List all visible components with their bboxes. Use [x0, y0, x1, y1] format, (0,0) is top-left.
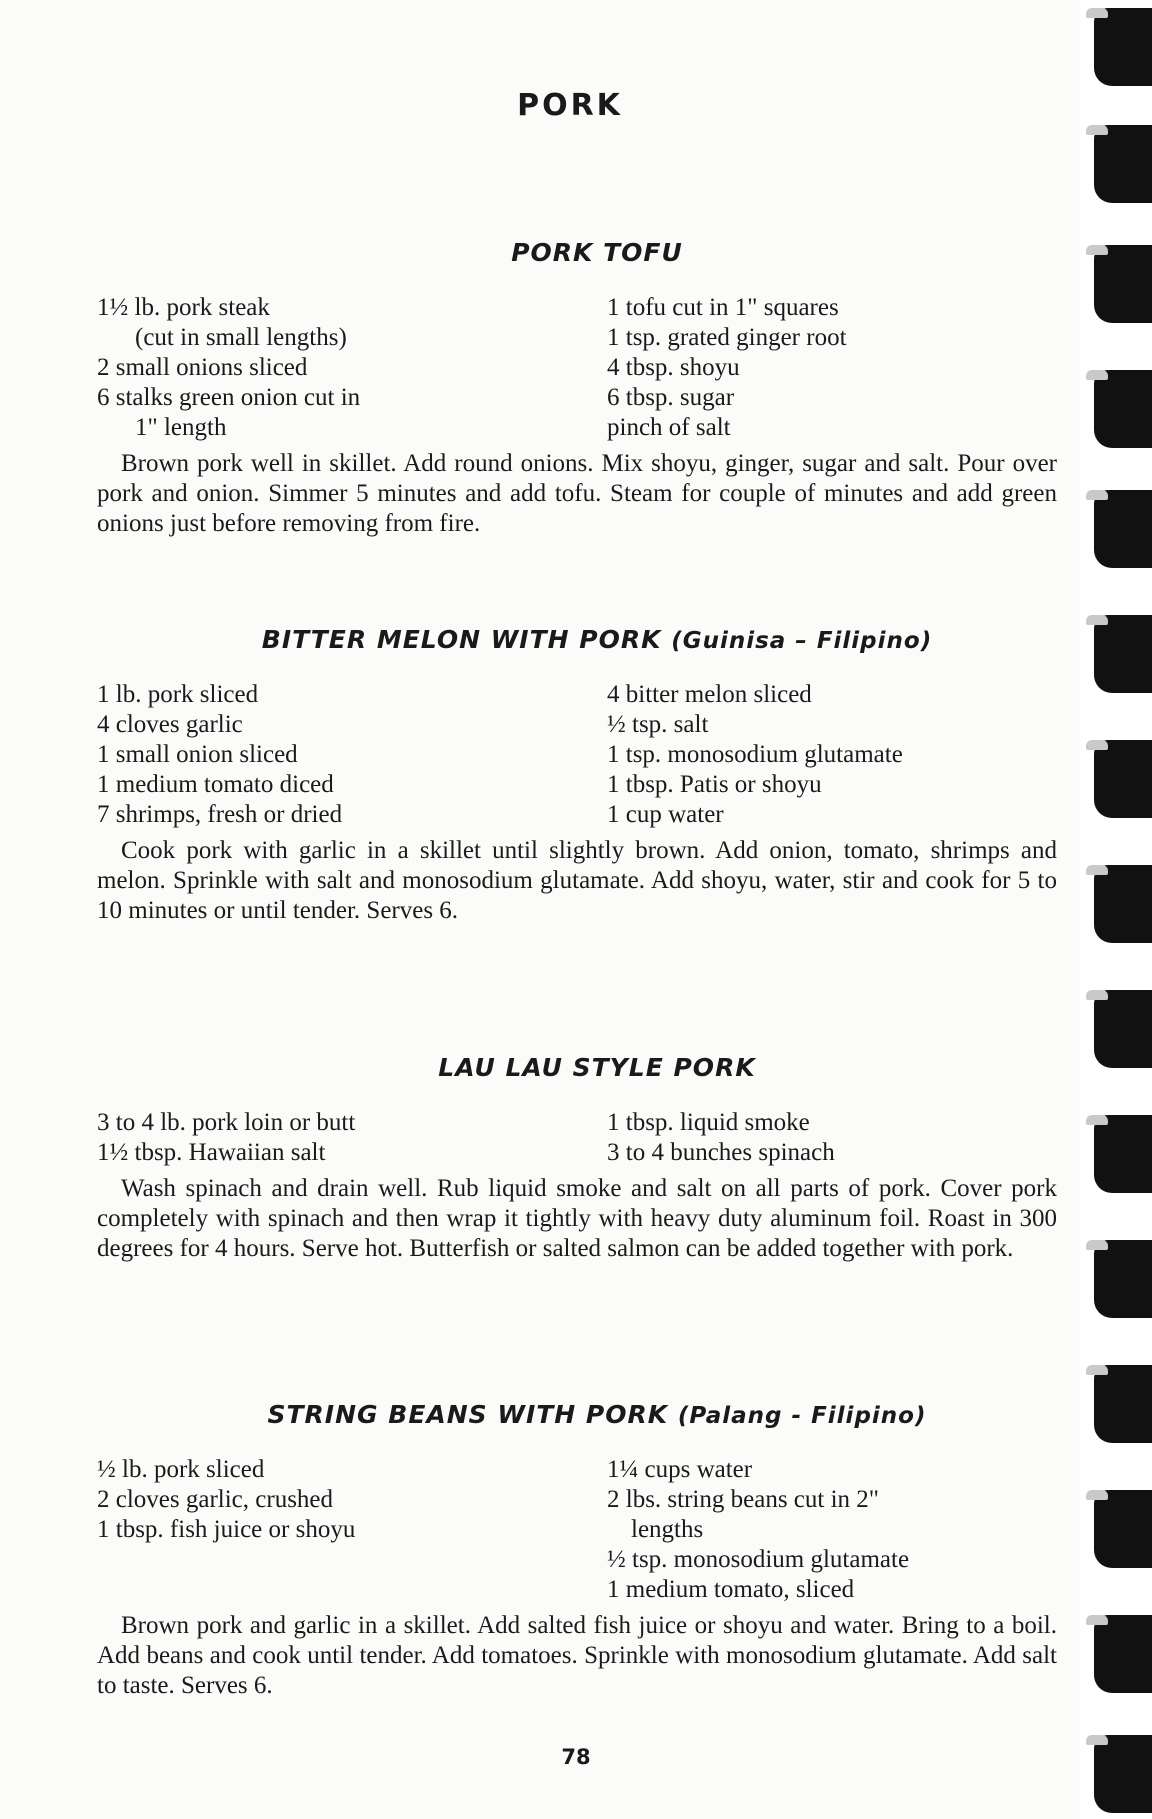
- recipe-title: [97, 238, 1057, 267]
- ingredient: 1 tbsp. liquid smoke: [607, 1109, 810, 1136]
- ingredients-right-column: [607, 293, 1057, 443]
- binding-ring: [1094, 370, 1152, 448]
- ingredient: 2 small onions sliced: [97, 354, 308, 381]
- ingredients: [97, 1108, 1057, 1168]
- binding-ring: [1094, 1115, 1152, 1193]
- ingredient: ½ tsp. salt: [607, 711, 709, 738]
- ingredient: ½ tsp. monosodium glutamate: [607, 1546, 910, 1573]
- ingredient: 3 to 4 lb. pork loin or butt: [97, 1109, 356, 1136]
- spiral-binding: [1080, 0, 1152, 1819]
- recipe-subtitle: (Guinisa – Filipino): [671, 628, 933, 654]
- directions: Brown pork and garlic in a skillet. Add salted fish juice or shoyu and water. Bring to a boil. Add beans and cook until tender. Add tomatoes. Sprinkle with monosodium glutamate. Add salt to taste. Serves 6.: [97, 1612, 1057, 1699]
- binding-ring: [1094, 1490, 1152, 1568]
- recipe-lau-lau-style-pork: [97, 1053, 1057, 1264]
- binding-ring: [1094, 990, 1152, 1068]
- binding-ring: [1094, 1240, 1152, 1318]
- directions: Brown pork well in skillet. Add round onions. Mix shoyu, ginger, sugar and salt. Pour over pork and onion. Simmer 5 minutes and add tofu. Steam for couple of minutes and add green onions just before removing from fire.: [97, 450, 1057, 537]
- recipe-pork-tofu: [97, 238, 1057, 539]
- binding-ring: [1094, 8, 1152, 86]
- ingredient: pinch of salt: [607, 414, 731, 441]
- ingredients-left-column: [97, 680, 602, 830]
- ingredients-right-column: [607, 680, 1057, 830]
- directions: Wash spinach and drain well. Rub liquid smoke and salt on all parts of pork. Cover pork completely with spinach and then wrap it tightly with heavy duty aluminum foil. Roast in 300 degrees for 4 hours. Serve hot. Butterfish or salted salmon can be added together with pork.: [97, 1175, 1057, 1262]
- binding-ring: [1094, 865, 1152, 943]
- recipe-string-beans-with-pork: [97, 1400, 1057, 1701]
- ingredient: 1 tbsp. fish juice or shoyu: [97, 1516, 356, 1543]
- ingredient: 1 medium tomato diced: [97, 771, 334, 798]
- ingredients-right-column: [607, 1108, 1057, 1168]
- ingredients-left-column: [97, 1455, 602, 1605]
- page-number: 78: [561, 1745, 591, 1769]
- recipe-title-text: STRING BEANS WITH PORK: [267, 1400, 669, 1429]
- ingredient: 1 medium tomato, sliced: [607, 1576, 855, 1603]
- ingredients: [97, 680, 1057, 830]
- ingredients-left-column: [97, 1108, 602, 1168]
- ingredient: 1 tsp. grated ginger root: [607, 324, 847, 351]
- ingredient: 7 shrimps, fresh or dried: [97, 801, 343, 828]
- ingredient: 1 small onion sliced: [97, 741, 298, 768]
- binding-ring: [1094, 245, 1152, 323]
- recipe-title: [97, 1053, 1057, 1082]
- ingredient: 1 lb. pork sliced: [97, 681, 259, 708]
- ingredient: 1½ tbsp. Hawaiian salt: [97, 1139, 326, 1166]
- ingredient: 2 lbs. string beans cut in 2": [607, 1486, 879, 1513]
- ingredient: 3 to 4 bunches spinach: [607, 1139, 835, 1166]
- recipe-subtitle: (Palang - Filipino): [677, 1403, 927, 1429]
- ingredient: 4 bitter melon sliced: [607, 681, 812, 708]
- binding-ring: [1094, 740, 1152, 818]
- recipe-title-text: PORK TOFU: [511, 238, 683, 267]
- directions: Cook pork with garlic in a skillet until slightly brown. Add onion, tomato, shrimps and melon. Sprinkle with salt and monosodium glutamate. Add shoyu, water, stir and cook for 5 to 10 minutes or until tender. Serves 6.: [97, 837, 1057, 924]
- recipe-bitter-melon-with-pork: [97, 625, 1057, 926]
- ingredients-right-column: [607, 1455, 1057, 1605]
- ingredient: 1¼ cups water: [607, 1456, 753, 1483]
- ingredient: 1 tbsp. Patis or shoyu: [607, 771, 822, 798]
- ingredient: lengths: [631, 1516, 704, 1543]
- ingredient: 6 stalks green onion cut in: [97, 384, 361, 411]
- ingredients-left-column: [97, 293, 602, 443]
- page-title: PORK: [517, 88, 623, 123]
- ingredient: 4 tbsp. shoyu: [607, 354, 740, 381]
- ingredient: ½ lb. pork sliced: [97, 1456, 265, 1483]
- ingredients: [97, 1455, 1057, 1605]
- ingredient: (cut in small lengths): [135, 324, 347, 351]
- ingredient: 1" length: [135, 414, 227, 441]
- binding-ring: [1094, 615, 1152, 693]
- ingredient: 6 tbsp. sugar: [607, 384, 735, 411]
- recipe-title: [97, 625, 1057, 654]
- binding-ring: [1094, 1615, 1152, 1693]
- binding-ring: [1094, 490, 1152, 568]
- ingredient: 1 tofu cut in 1" squares: [607, 294, 839, 321]
- recipe-title: [97, 1400, 1057, 1429]
- ingredient: 1 tsp. monosodium glutamate: [607, 741, 903, 768]
- recipe-title-text: BITTER MELON WITH PORK: [261, 625, 662, 654]
- ingredient: 1½ lb. pork steak: [97, 294, 270, 321]
- recipe-title-text: LAU LAU STYLE PORK: [438, 1053, 756, 1082]
- binding-ring: [1094, 125, 1152, 203]
- binding-ring: [1094, 1365, 1152, 1443]
- ingredient: 4 cloves garlic: [97, 711, 243, 738]
- ingredient: 1 cup water: [607, 801, 724, 828]
- binding-ring: [1094, 1735, 1152, 1813]
- ingredients: [97, 293, 1057, 443]
- ingredient: 2 cloves garlic, crushed: [97, 1486, 334, 1513]
